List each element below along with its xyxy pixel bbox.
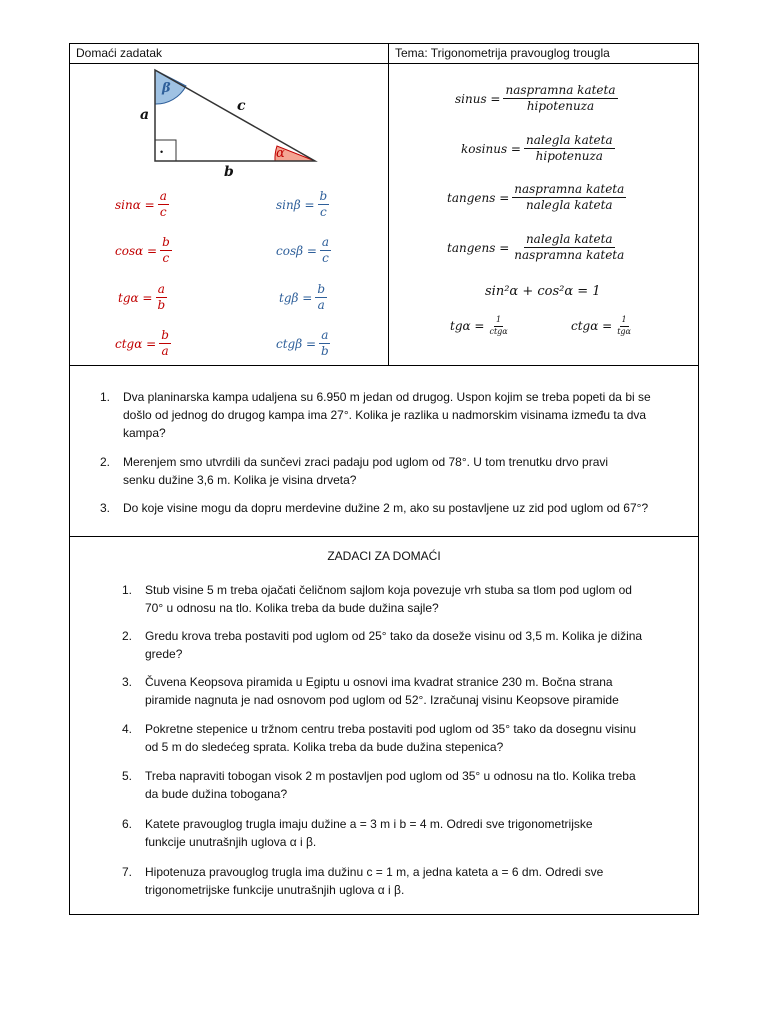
fraction-numerator: naspramna kateta bbox=[512, 183, 626, 198]
task-number: 1. bbox=[100, 390, 111, 404]
task-line: Hipotenuza pravouglog trugla ima dužinu c = 1 m, a jedna kateta a = 6 dm. Odredi sve bbox=[145, 865, 604, 879]
fraction-numerator: b bbox=[315, 283, 327, 298]
task-number: 7. bbox=[122, 865, 133, 879]
formula-lhs: cosβ = bbox=[276, 243, 317, 258]
task-line: da bude dužina tobogana? bbox=[145, 787, 288, 801]
homework-task bbox=[122, 863, 697, 903]
fraction-numerator: a bbox=[320, 236, 331, 251]
fraction-numerator: a bbox=[319, 329, 330, 344]
formula-sin-alpha bbox=[115, 190, 169, 219]
task-number: 1. bbox=[122, 583, 133, 597]
fraction-denominator: a bbox=[317, 298, 325, 313]
formula-sin-beta bbox=[276, 190, 329, 219]
fraction-numerator: b bbox=[318, 190, 330, 205]
formula-lhs: kosinus = bbox=[461, 141, 521, 156]
fraction-denominator: a bbox=[161, 344, 169, 359]
fraction-denominator: ctgα bbox=[489, 326, 508, 336]
task-line: od 5 m do sledećeg sprata. Kolika treba da bude dužina stepenica? bbox=[145, 740, 504, 754]
fraction-denominator: naspramna kateta bbox=[514, 248, 625, 263]
task-line: Stub visine 5 m treba ojačati čeličnom sajlom koja povezuje vrh stuba sa tlom pod uglom od bbox=[145, 583, 632, 597]
task-line: piramide nagnuta je nad osnovom pod uglom od 52°. Izračunaj visinu Keopsove piramide bbox=[145, 693, 619, 707]
task-line: Dva planinarska kampa udaljena su 6.950 m jedan od drugog. Uspon kojim se treba popeti da bi se bbox=[123, 390, 651, 404]
pythagorean-identity: sin²α + cos²α = 1 bbox=[485, 284, 601, 299]
fraction-denominator: b bbox=[321, 344, 329, 359]
task-line: Treba napraviti tobogan visok 2 m postavljen pod uglom od 35° u odnosu na tlo. Kolika treba bbox=[145, 769, 636, 783]
fraction-numerator: a bbox=[158, 190, 169, 205]
header-left-title: Domaći zadatak bbox=[70, 44, 389, 63]
definition-tangens-1 bbox=[447, 183, 626, 212]
worksheet-table bbox=[69, 43, 699, 915]
formula-ctg-alpha bbox=[115, 329, 171, 358]
section-divider-1 bbox=[70, 365, 698, 366]
definition-sinus bbox=[455, 84, 618, 113]
right-triangle bbox=[155, 70, 315, 161]
fraction-denominator: nalegla kateta bbox=[525, 198, 613, 213]
formula-cos-beta bbox=[276, 236, 331, 265]
formula-ctg-beta bbox=[276, 329, 331, 358]
homework-task bbox=[122, 627, 697, 667]
triangle-label-beta: β bbox=[162, 81, 171, 96]
task-line: Katete pravouglog trugla imaju dužine a = 3 m i b = 4 m. Odredi sve trigonometrijske bbox=[145, 817, 593, 831]
section-divider-2 bbox=[70, 536, 698, 537]
fraction-numerator: a bbox=[156, 283, 167, 298]
fraction-denominator: c bbox=[322, 251, 329, 266]
task-line: Čuvena Keopsova piramida u Egiptu u osnovi ima kvadrat stranice 230 m. Bočna strana bbox=[145, 675, 613, 689]
definition-kosinus bbox=[461, 134, 615, 163]
formula-cos-alpha bbox=[115, 236, 172, 265]
formula-lhs: ctgα = bbox=[571, 319, 613, 334]
triangle-label-alpha: α bbox=[276, 146, 285, 161]
task-line: Do koje visine mogu da dopru merdevine dužine 2 m, ako su postavljene uz zid pod uglom od 67°? bbox=[123, 501, 649, 515]
header-right-title: Tema: Trigonometrija pravouglog trougla bbox=[395, 46, 610, 60]
fraction-numerator: 1 bbox=[494, 316, 503, 327]
task-line: 70° u odnosu na tlo. Kolika treba da bude dužina sajle? bbox=[145, 601, 439, 615]
task-line: Pokretne stepenice u tržnom centru treba postaviti pod uglom od 35° tako da dosegnu visinu bbox=[145, 722, 637, 736]
task-number: 3. bbox=[122, 675, 133, 689]
fraction-denominator: c bbox=[320, 205, 327, 220]
fraction-numerator: b bbox=[159, 329, 171, 344]
fraction-denominator: b bbox=[157, 298, 166, 313]
formula-lhs: sinα = bbox=[115, 197, 155, 212]
formula-lhs: sinβ = bbox=[276, 197, 315, 212]
task-line: grede? bbox=[145, 647, 183, 661]
class-task bbox=[100, 499, 700, 519]
right-angle-marker bbox=[155, 140, 176, 161]
task-number: 6. bbox=[122, 817, 133, 831]
fraction-numerator: nalegla kateta bbox=[524, 134, 615, 149]
fraction-denominator: hipotenuza bbox=[535, 149, 603, 164]
homework-task bbox=[122, 673, 697, 713]
task-number: 3. bbox=[100, 501, 111, 515]
formula-lhs: ctgα = bbox=[115, 336, 157, 351]
fraction-denominator: c bbox=[159, 205, 167, 220]
fraction-numerator: b bbox=[160, 236, 172, 251]
task-line: Merenjem smo utvrdili da sunčevi zraci padaju pod uglom od 78°. U tom trenutku drvo pravi bbox=[123, 455, 609, 469]
formula-lhs: cosα = bbox=[115, 243, 158, 258]
formula-lhs: tgβ = bbox=[279, 290, 313, 305]
formula-lhs: tangens = bbox=[447, 240, 510, 255]
fraction-denominator: tgα bbox=[617, 326, 631, 336]
definition-tangens-2 bbox=[447, 233, 626, 262]
task-line: funkcije unutrašnjih uglova α i β. bbox=[145, 835, 317, 849]
task-line: senku dužine 3,6 m. Kolika je visina drveta? bbox=[123, 473, 357, 487]
homework-task bbox=[122, 815, 697, 855]
class-task bbox=[100, 388, 700, 448]
reciprocal-ctg bbox=[571, 316, 633, 337]
triangle-label-a: a bbox=[140, 107, 150, 123]
task-line: Gredu krova treba postaviti pod uglom od 25° tako da doseže visinu od 3,5 m. Kolika je dižina bbox=[145, 629, 643, 643]
fraction-numerator: nalegla kateta bbox=[524, 233, 615, 248]
formula-lhs: tgα = bbox=[450, 319, 485, 334]
homework-task bbox=[122, 767, 697, 807]
task-number: 5. bbox=[122, 769, 133, 783]
formula-lhs: tgα = bbox=[118, 290, 153, 305]
homework-task bbox=[122, 720, 697, 760]
formula-tg-beta bbox=[279, 283, 327, 312]
fraction-denominator: c bbox=[162, 251, 170, 266]
reciprocal-tg bbox=[450, 316, 510, 337]
task-number: 2. bbox=[122, 629, 133, 643]
homework-title: ZADACI ZA DOMAĆI bbox=[327, 549, 441, 563]
fraction-numerator: naspramna kateta bbox=[503, 84, 617, 99]
fraction-denominator: hipotenuza bbox=[526, 99, 595, 114]
task-line: kampa? bbox=[123, 426, 166, 440]
right-angle-dot: • bbox=[160, 147, 164, 157]
task-line: došlo od jednog do drugog kampa ima 27°. Kolika je razlika u nadmorskim visinama između ta dva bbox=[123, 408, 647, 422]
formula-lhs: sinus = bbox=[455, 91, 501, 106]
fraction-numerator: 1 bbox=[620, 316, 629, 327]
triangle-label-c: c bbox=[237, 98, 246, 114]
formula-lhs: ctgβ = bbox=[276, 336, 317, 351]
header-row bbox=[70, 44, 698, 64]
triangle-cell bbox=[70, 64, 389, 365]
formula-tg-alpha bbox=[118, 283, 167, 312]
class-task bbox=[100, 453, 700, 493]
task-line: trigonometrijske funkcije unutrašnjih uglova α i β. bbox=[145, 883, 405, 897]
triangle-label-b: b bbox=[224, 164, 234, 180]
homework-task bbox=[122, 581, 697, 621]
formula-lhs: tangens = bbox=[447, 190, 510, 205]
definitions-cell bbox=[389, 64, 698, 365]
task-number: 4. bbox=[122, 722, 133, 736]
task-number: 2. bbox=[100, 455, 111, 469]
